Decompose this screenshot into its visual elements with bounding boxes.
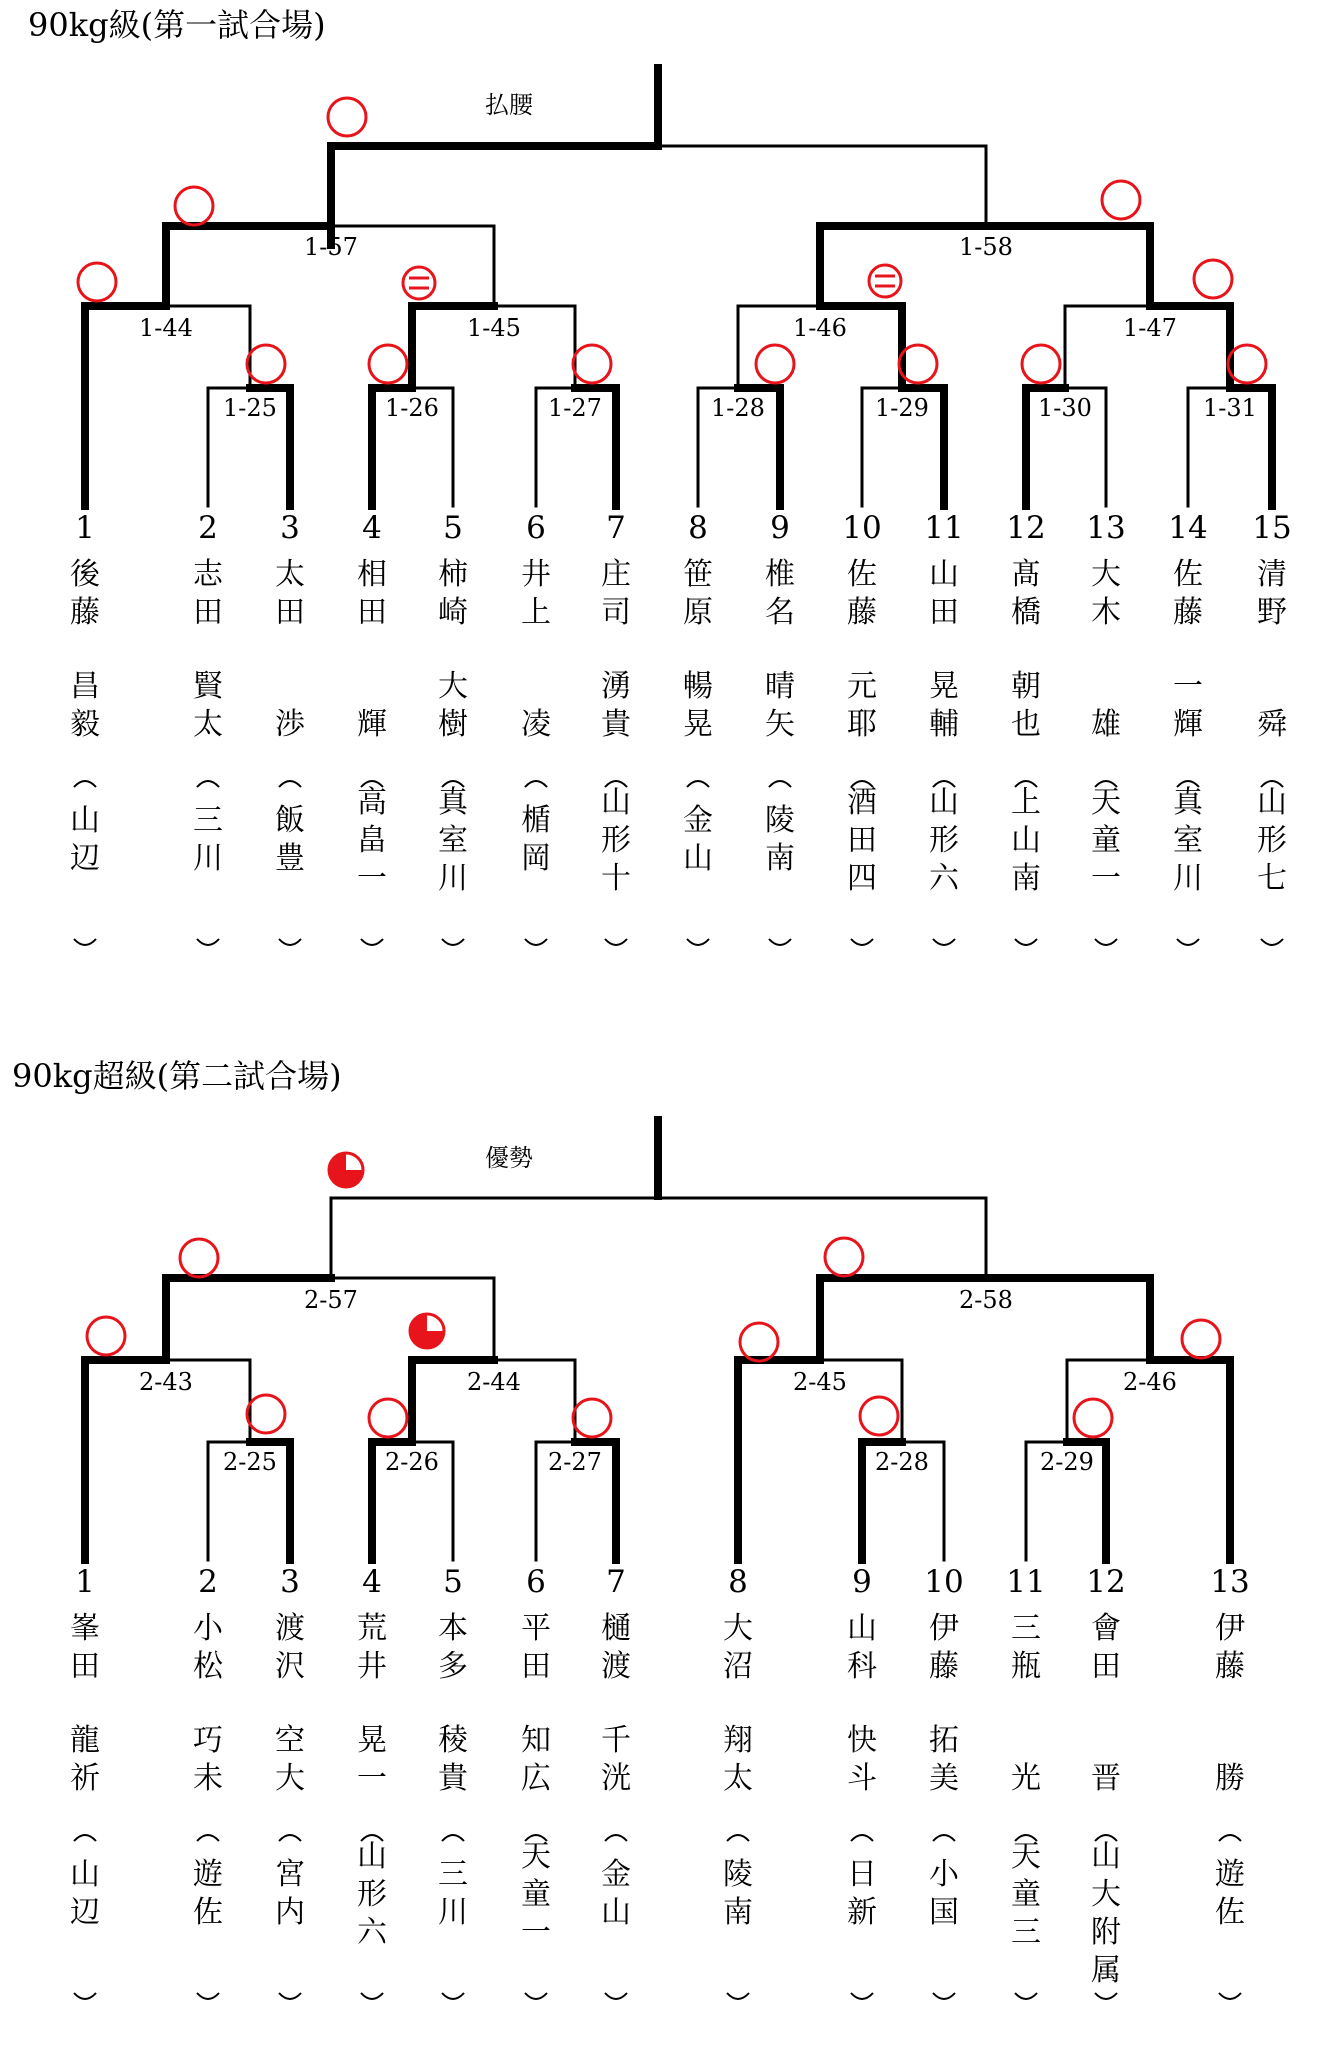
match-label: 2-58: [959, 1286, 1013, 1314]
close-paren: [442, 939, 464, 945]
competitor-family-name: 峯田: [70, 1611, 100, 1684]
open-paren: [279, 781, 301, 787]
match-label: 2-29: [1040, 1448, 1094, 1476]
competitor-number: 11: [1006, 1564, 1046, 1600]
close-paren: [1015, 939, 1037, 945]
competitor: [924, 510, 963, 945]
competitor-school: 金山: [683, 803, 713, 876]
competitor-school: 天童一: [1091, 785, 1121, 896]
match-label: 1-27: [548, 394, 602, 422]
match-label: 1-57: [304, 233, 358, 261]
close-paren: [361, 1993, 383, 1999]
competitor-family-name: 三瓶: [1011, 1611, 1041, 1684]
competitor-given-name: 巧未: [193, 1723, 223, 1796]
competitor-number: 5: [443, 1564, 463, 1600]
competitor-family-name: 笹原: [683, 557, 713, 630]
competitor-number: 1: [75, 510, 95, 546]
competitor: [1210, 1564, 1249, 1999]
competitor-number: 4: [362, 1564, 382, 1600]
close-paren: [361, 939, 383, 945]
competitor-family-name: 大木: [1091, 557, 1121, 630]
ippon-circle-icon: [1182, 1320, 1220, 1358]
close-paren: [851, 939, 873, 945]
open-paren: [74, 1835, 96, 1841]
close-paren: [74, 1993, 96, 1999]
ippon-circle-icon: [860, 1397, 898, 1435]
competitor-school: 山辺: [70, 1857, 100, 1930]
competitor-given-name: 晃一: [357, 1723, 387, 1796]
ippon-circle-icon: [87, 1317, 125, 1355]
competitor-given-name: 一輝: [1173, 669, 1203, 742]
competitor-family-name: 清野: [1257, 557, 1287, 630]
close-paren: [279, 1993, 301, 1999]
competitor-number: 8: [688, 510, 708, 546]
close-paren: [1177, 939, 1199, 945]
competitor-given-name: 晋: [1091, 1761, 1121, 1796]
match-label: 2-44: [467, 1368, 521, 1396]
competitor-given-name: 暢晃: [683, 669, 713, 742]
ippon-circle-icon: [1194, 260, 1232, 298]
competitor: [765, 510, 795, 945]
competitor: [521, 510, 551, 945]
competitor-number: 6: [526, 510, 546, 546]
competitor-number: 9: [852, 1564, 872, 1600]
match-label: 1-46: [793, 314, 847, 342]
competitor-number: 10: [924, 1564, 964, 1600]
ippon-circle-icon: [1102, 181, 1140, 219]
ippon-circle-icon: [573, 1399, 611, 1437]
competitor-family-name: 樋渡: [601, 1611, 631, 1684]
competitor-list: [70, 1564, 1250, 1999]
close-paren: [1219, 1993, 1241, 1999]
competitor: [683, 510, 713, 945]
competitor-family-name: 佐藤: [1173, 557, 1203, 630]
competitor: [357, 510, 387, 945]
competitor: [193, 510, 226, 945]
competitor-given-name: 知広: [521, 1723, 551, 1796]
competitor-given-name: 空大: [275, 1723, 305, 1796]
competitor-number: 5: [443, 510, 463, 546]
bracket-lines: [85, 1120, 1230, 1560]
final-decision: 払腰: [485, 91, 533, 119]
competitor-number: 10: [842, 510, 882, 546]
match-label: 2-45: [793, 1368, 847, 1396]
competitor-number: 6: [526, 1564, 546, 1600]
competitor-number: 7: [606, 1564, 626, 1600]
competitor-family-name: 平田: [521, 1611, 551, 1684]
competitor-school: 山形七: [1257, 785, 1287, 896]
competitor-school: 陵南: [723, 1857, 753, 1930]
competitor-given-name: 元耶: [847, 669, 877, 742]
competitor-family-name: 井上: [521, 557, 551, 630]
open-paren: [525, 781, 547, 787]
match-label: 1-31: [1203, 394, 1257, 422]
match-label: 2-46: [1123, 1368, 1177, 1396]
ippon-circle-icon: [328, 98, 366, 136]
competitor-family-name: 柿崎: [438, 557, 468, 630]
competitor-family-name: 荒井: [357, 1611, 387, 1684]
competitor: [1006, 510, 1045, 945]
competitor: [1086, 510, 1125, 945]
competitor: [70, 1564, 100, 1999]
competitor-given-name: 光: [1011, 1761, 1041, 1796]
competitor-number: 9: [770, 510, 790, 546]
competitor-family-name: 伊藤: [1215, 1611, 1245, 1684]
ippon-circle-icon: [180, 1239, 218, 1277]
competitor-number: 1: [75, 1564, 95, 1600]
competitor-given-name: 晃輔: [929, 669, 959, 742]
match-label: 2-57: [304, 1286, 358, 1314]
close-paren: [687, 939, 709, 945]
competitor-given-name: 渉: [275, 707, 305, 742]
competitor: [521, 1564, 551, 1999]
competitor-family-name: 大沼: [723, 1611, 753, 1684]
competitor-number: 2: [198, 510, 218, 546]
competitor-family-name: 髙橋: [1011, 557, 1041, 630]
competitor-family-name: 志田: [193, 557, 223, 630]
close-paren: [1095, 939, 1117, 945]
competitor: [438, 1564, 470, 1999]
open-paren: [687, 781, 709, 787]
competitor-family-name: 山科: [847, 1611, 877, 1684]
win-marks: [78, 98, 1266, 383]
competitor-school: 三川: [193, 803, 223, 876]
open-paren: [442, 1835, 464, 1841]
competitor-given-name: 翔太: [723, 1723, 753, 1796]
close-paren: [1095, 1993, 1117, 1999]
competitor-given-name: 大樹: [438, 669, 468, 742]
competitor-number: 2: [198, 1564, 218, 1600]
competitor: [924, 1564, 963, 1999]
close-paren: [933, 1993, 955, 1999]
ippon-circle-icon: [369, 1399, 407, 1437]
competitor-given-name: 快斗: [847, 1723, 877, 1796]
match-label: 1-58: [959, 233, 1013, 261]
competitor-number: 12: [1086, 1564, 1126, 1600]
competitor-school: 天童三: [1011, 1839, 1041, 1950]
open-paren: [605, 1835, 627, 1841]
competitor-school: 真室川: [1173, 785, 1203, 896]
competitor-school: 酒田四: [847, 785, 877, 896]
ippon-circle-icon: [740, 1323, 778, 1361]
competitor-family-name: 本多: [438, 1611, 468, 1684]
waza-ari-circle-icon: [869, 265, 901, 297]
competitor-school: 山形六: [929, 785, 959, 896]
competitor-list: [70, 510, 1292, 945]
open-paren: [1219, 1835, 1241, 1841]
competitor: [275, 1564, 305, 1999]
competitor-given-name: 湧貴: [601, 669, 631, 742]
competitor-school: 陵南: [765, 803, 795, 876]
match-label: 1-26: [385, 394, 439, 422]
competitor: [723, 1564, 753, 1999]
competitor: [357, 1564, 388, 1999]
competitor-number: 14: [1168, 510, 1208, 546]
ippon-circle-icon: [756, 345, 794, 383]
competitor-number: 13: [1210, 1564, 1250, 1600]
competitor-number: 8: [728, 1564, 748, 1600]
competitor-family-name: 相田: [357, 557, 387, 630]
bracket-90kg-over: [12, 1057, 1250, 1999]
match-label: 1-47: [1123, 314, 1177, 342]
competitor-number: 4: [362, 510, 382, 546]
competitor-given-name: 千洸: [601, 1723, 631, 1796]
open-paren: [769, 781, 791, 787]
ippon-circle-icon: [369, 345, 407, 383]
competitor: [1086, 1564, 1125, 1999]
bracket-title: 90kg超級(第二試合場): [12, 1057, 342, 1095]
close-paren: [197, 939, 219, 945]
competitor-number: 11: [924, 510, 964, 546]
competitor-school: 飯豊: [275, 803, 305, 876]
open-paren: [74, 781, 96, 787]
yusei-half-circle-icon: [329, 1153, 363, 1187]
open-paren: [279, 1835, 301, 1841]
competitor-number: 13: [1086, 510, 1126, 546]
competitor: [847, 1564, 877, 1999]
competitor-family-name: 太田: [275, 557, 305, 630]
final-decision: 優勢: [485, 1144, 533, 1172]
competitor-school: 金山: [601, 1857, 631, 1930]
close-paren: [1261, 939, 1283, 945]
competitor: [438, 510, 469, 945]
competitor-family-name: 山田: [929, 557, 959, 630]
competitor: [193, 1564, 224, 1999]
match-label: 1-30: [1038, 394, 1092, 422]
competitor-school: 高畠一: [357, 785, 387, 896]
competitor-given-name: 稜貴: [438, 1723, 468, 1796]
competitor-given-name: 朝也: [1011, 669, 1041, 742]
competitor-school: 宮内: [275, 1857, 305, 1930]
competitor-school: 上山南: [1011, 785, 1041, 896]
ippon-circle-icon: [573, 345, 611, 383]
competitor-given-name: 勝: [1215, 1761, 1245, 1796]
competitor-family-name: 伊藤: [929, 1611, 959, 1684]
competitor: [275, 510, 306, 945]
competitor-school: 遊佐: [1215, 1857, 1245, 1930]
competitor-family-name: 佐藤: [847, 557, 877, 630]
ippon-circle-icon: [1022, 345, 1060, 383]
match-label: 1-28: [711, 394, 765, 422]
match-label: 1-45: [467, 314, 521, 342]
bracket-lines: [85, 68, 1272, 506]
competitor: [1252, 510, 1291, 945]
match-label: 2-27: [548, 1448, 602, 1476]
win-marks: [87, 1153, 1220, 1437]
competitor-school: 真室川: [438, 785, 468, 896]
competitor: [842, 510, 881, 945]
close-paren: [279, 939, 301, 945]
close-paren: [605, 939, 627, 945]
competitor: [601, 1564, 631, 1999]
competitor-number: 3: [280, 1564, 300, 1600]
close-paren: [851, 1993, 873, 1999]
match-label: 2-43: [139, 1368, 193, 1396]
competitor-given-name: 晴矢: [765, 669, 795, 742]
close-paren: [727, 1993, 749, 1999]
bracket-title: 90kg級(第一試合場): [28, 6, 326, 44]
waza-ari-circle-icon: [403, 267, 435, 299]
close-paren: [525, 1993, 547, 1999]
close-paren: [525, 939, 547, 945]
ippon-circle-icon: [247, 345, 285, 383]
competitor-school: 天童一: [521, 1839, 551, 1950]
open-paren: [197, 781, 219, 787]
close-paren: [933, 939, 955, 945]
competitor-number: 7: [606, 510, 626, 546]
competitor-school: 山形六: [357, 1839, 387, 1950]
close-paren: [605, 1993, 627, 1999]
match-label: 2-25: [223, 1448, 277, 1476]
ippon-circle-icon: [825, 1238, 863, 1276]
competitor-given-name: 雄: [1091, 707, 1121, 742]
competitor-given-name: 凌: [521, 707, 551, 742]
match-label: 2-26: [385, 1448, 439, 1476]
competitor-family-name: 渡沢: [275, 1611, 305, 1684]
competitor: [1006, 1564, 1045, 1999]
competitor: [601, 510, 633, 945]
competitor-family-name: 庄司: [601, 557, 631, 630]
competitor-number: 3: [280, 510, 300, 546]
match-labels: [139, 1286, 1177, 1476]
competitor-school: 小国: [929, 1857, 959, 1930]
ippon-circle-icon: [247, 1395, 285, 1433]
competitor-school: 山形十: [601, 785, 631, 896]
competitor-given-name: 舜: [1257, 707, 1287, 742]
competitor-number: 12: [1006, 510, 1046, 546]
competitor-school: 三川: [438, 1857, 468, 1930]
competitor-family-name: 後藤: [70, 557, 100, 630]
open-paren: [727, 1835, 749, 1841]
competitor-given-name: 輝: [357, 707, 387, 742]
yusei-half-circle-icon: [410, 1314, 444, 1348]
bracket-90kg: [28, 6, 1292, 945]
close-paren: [442, 1993, 464, 1999]
ippon-circle-icon: [1074, 1399, 1112, 1437]
competitor-given-name: 龍祈: [70, 1723, 100, 1796]
ippon-circle-icon: [78, 263, 116, 301]
open-paren: [851, 1835, 873, 1841]
competitor: [70, 510, 101, 945]
competitor-given-name: 賢太: [193, 669, 223, 742]
competitor-given-name: 拓美: [929, 1723, 959, 1796]
match-label: 1-44: [139, 314, 193, 342]
competitor-school: 山大附属: [1091, 1839, 1121, 1988]
close-paren: [74, 939, 96, 945]
competitor-family-name: 小松: [193, 1611, 223, 1684]
competitor-school: 山辺: [70, 803, 100, 876]
competitor-family-name: 會田: [1091, 1611, 1121, 1684]
match-label: 1-25: [223, 394, 277, 422]
competitor-family-name: 椎名: [765, 557, 795, 630]
competitor-school: 楯岡: [521, 803, 551, 876]
competitor-school: 日新: [847, 1857, 877, 1930]
competitor-number: 15: [1252, 510, 1292, 546]
competitor: [1168, 510, 1207, 945]
match-label: 2-28: [875, 1448, 929, 1476]
competitor-given-name: 昌毅: [70, 669, 100, 742]
ippon-circle-icon: [175, 187, 213, 225]
close-paren: [769, 939, 791, 945]
open-paren: [197, 1835, 219, 1841]
open-paren: [933, 1835, 955, 1841]
close-paren: [197, 1993, 219, 1999]
close-paren: [1015, 1993, 1037, 1999]
match-label: 1-29: [875, 394, 929, 422]
competitor-school: 遊佐: [193, 1857, 223, 1930]
